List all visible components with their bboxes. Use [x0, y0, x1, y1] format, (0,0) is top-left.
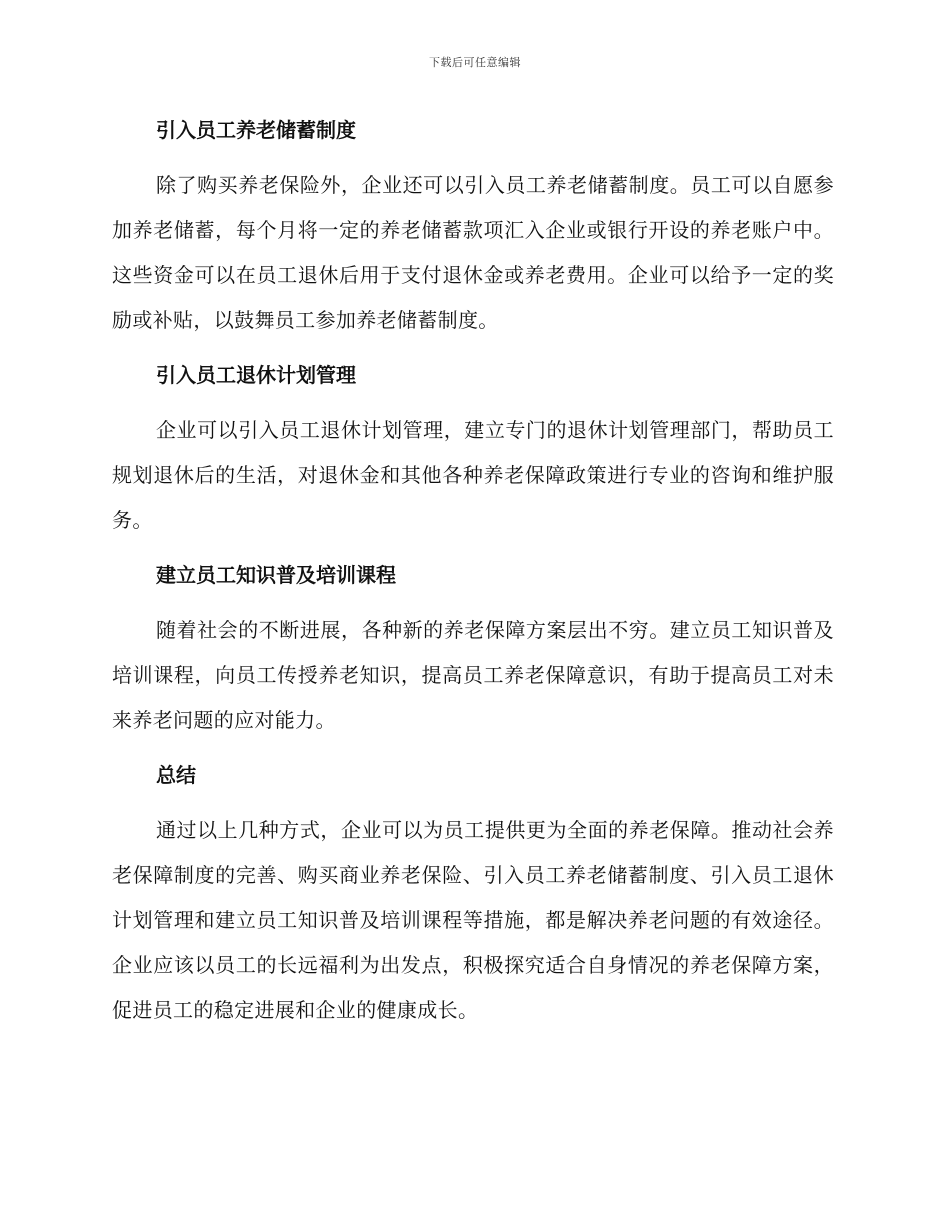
section-paragraph-retirement-plan: 企业可以引入员工退休计划管理，建立专门的退休计划管理部门，帮助员工规划退休后的生活，对退休金和其他各种养老保障政策进行专业的咨询和维护服务。	[112, 418, 834, 532]
section-heading-training: 建立员工知识普及培训课程	[156, 563, 396, 587]
section-heading-savings: 引入员工养老储蓄制度	[156, 118, 356, 142]
section-heading-summary: 总结	[156, 763, 196, 787]
section-paragraph-training: 随着社会的不断进展，各种新的养老保障方案层出不穷。建立员工知识普及培训课程，向员工传授养老知识，提高员工养老保障意识，有助于提高员工对未来养老问题的应对能力。	[112, 618, 834, 732]
section-paragraph-summary: 通过以上几种方式，企业可以为员工提供更为全面的养老保障。推动社会养老保障制度的完善、购买商业养老保险、引入员工养老储蓄制度、引入员工退休计划管理和建立员工知识普及培训课程等措施，都是解决养老问题的有效途径。企业应该以员工的长远福利为出发点，积极探究适合自身情况的养老保障方案，促进员工的稳定进展和企业的健康成长。	[112, 818, 834, 1022]
section-heading-retirement-plan: 引入员工退休计划管理	[156, 363, 356, 387]
document-body	[112, 108, 834, 1033]
section-paragraph-savings: 除了购买养老保险外，企业还可以引入员工养老储蓄制度。员工可以自愿参加养老储蓄，每个月将一定的养老储蓄款项汇入企业或银行开设的养老账户中。这些资金可以在员工退休后用于支付退休金或养老费用。企业可以给予一定的奖励或补贴，以鼓舞员工参加养老储蓄制度。	[112, 173, 834, 332]
page-header: 下载后可任意编辑	[429, 56, 521, 69]
